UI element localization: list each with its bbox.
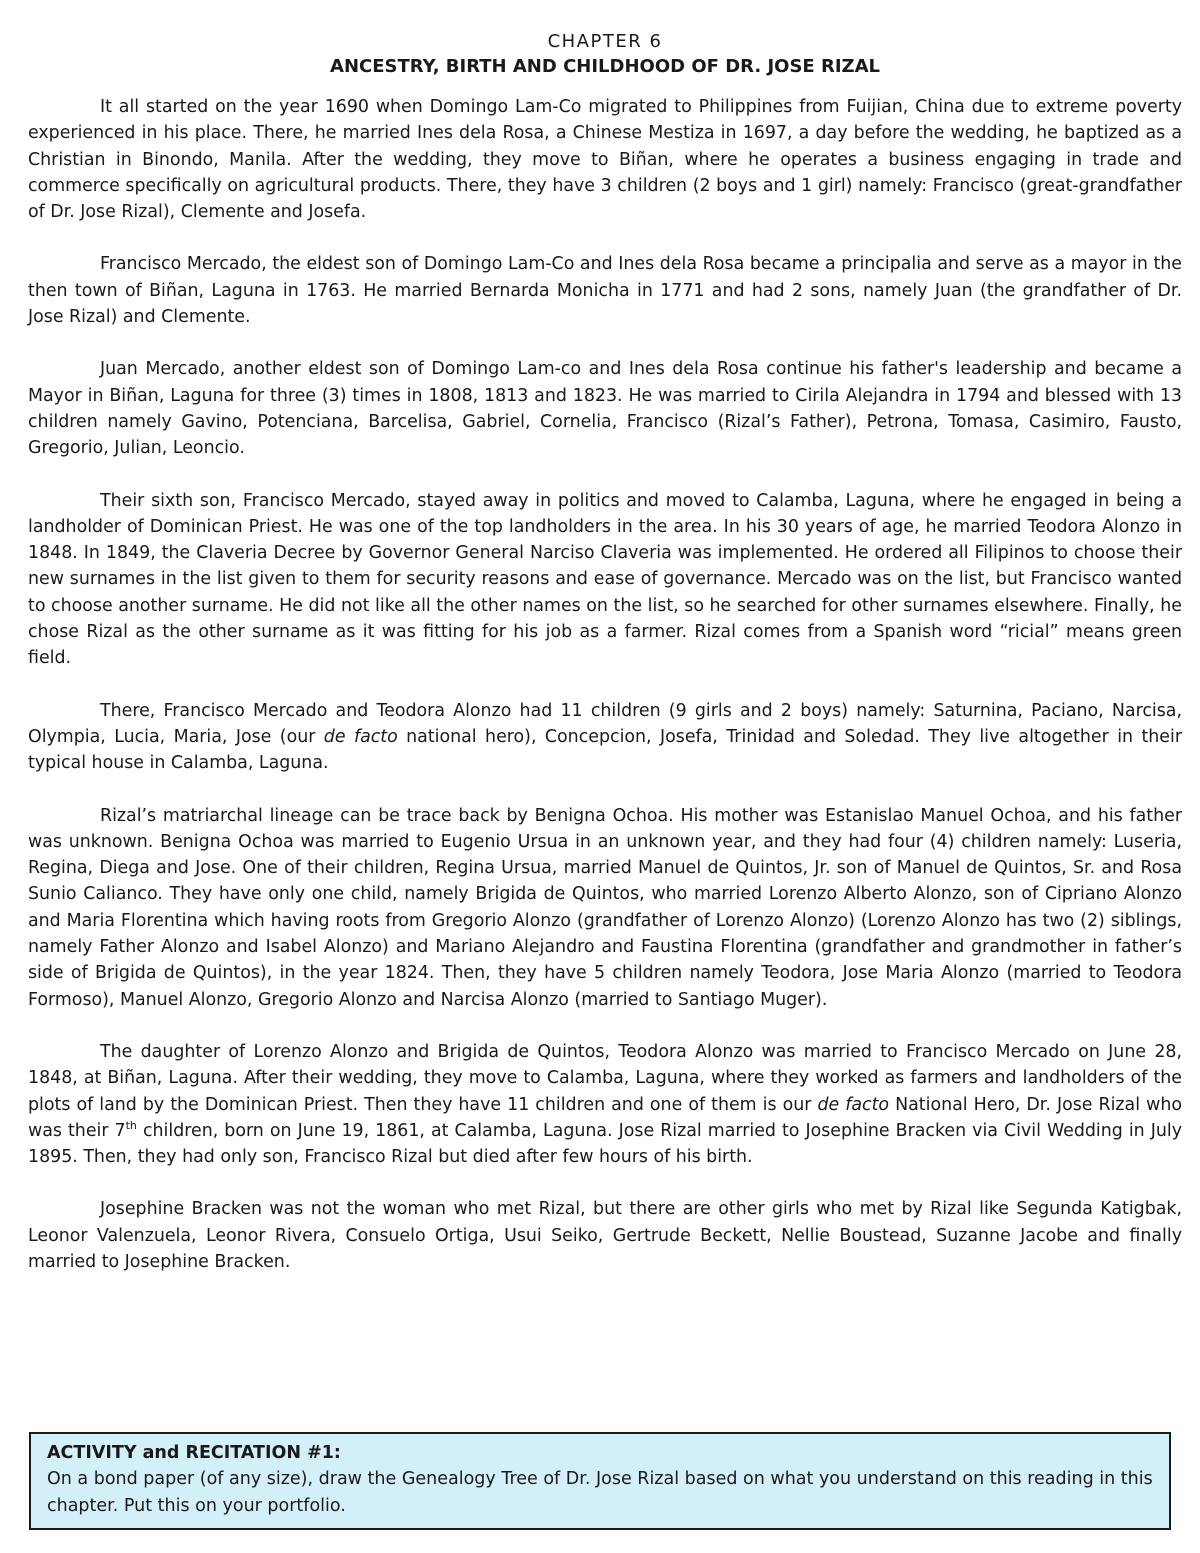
paragraph-7-text-mid: National Hero, Dr. Jose Rizal who was their 7 [28,1094,1182,1141]
activity-box [29,1432,1171,1530]
activity-text: On a bond paper (of any size), draw the Genealogy Tree of Dr. Jose Rizal based on what you understand on this reading in this chapter. Put this on your portfolio. [47,1469,1153,1516]
chapter-title: ANCESTRY, BIRTH AND CHILDHOOD OF DR. JOSE RIZAL [330,56,880,77]
paragraph-4: Their sixth son, Francisco Mercado, stayed away in politics and moved to Calamba, Laguna, where he engaged in being a landholder of Dominican Priest. He was one of the top landholders in the area. In his 30 years of age, he married Teodora Alonzo in 1848. In 1849, the Claveria Decree by Governor General Narciso Claveria was implemented. He ordered all Filipinos to choose their new surnames in the list given to them for security reasons and ease of governance. Mercado was on the list, but Francisco wanted to choose another surname. He did not like all the other names on the list, so he searched for other surnames elsewhere. Finally, he chose Rizal as the other surname as it was fitting for his job as a farmer. Rizal comes from a Spanish word “ricial” means green field. [28,490,1182,669]
ordinal-superscript: th [125,1119,137,1132]
paragraph-3: Juan Mercado, another eldest son of Domingo Lam-co and Ines dela Rosa continue his father's leadership and became a Mayor in Biñan, Laguna for three (3) times in 1808, 1813 and 1823. He was married to Cirila Alejandra in 1794 and blessed with 13 children namely Gavino, Potenciana, Barcelisa, Gabriel, Cornelia, Francisco (Rizal’s Father), Petrona, Tomasa, Casimiro, Fausto, Gregorio, Julian, Leoncio. [28,359,1182,459]
paragraph-5-text: There, Francisco Mercado and Teodora Alonzo had 11 children (9 girls and 2 boys) namely: Saturnina, Paciano, Narcisa, Olympia, Lucia, Maria, Jose (our [28,700,1182,747]
paragraph-6: Rizal’s matriarchal lineage can be trace back by Benigna Ochoa. His mother was Estanislao Manuel Ochoa, and his father was unknown. Benigna Ochoa was married to Eugenio Ursua in an unknown year, and they had four (4) children namely: Luseria, Regina, Diega and Jose. One of their children, Regina Ursua, married Manuel de Quintos, Jr. son of Manuel de Quintos, Sr. and Rosa Sunio Calianco. They have only one child, namely Brigida de Quintos, who married Lorenzo Alberto Alonzo, son of Cipriano Alonzo and Maria Florentina which having roots from Gregorio Alonzo (grandfather of Lorenzo Alonzo) (Lorenzo Alonzo has two (2) siblings, namely Father Alonzo and Isabel Alonzo) and Mariano Alejandro and Faustina Florentina (grandfather and grandmother in father’s side of Brigida de Quintos), in the year 1824. Then, they have 5 children namely Teodora, Jose Maria Alonzo (married to Teodora Formoso), Manuel Alonzo, Gregorio Alonzo and Narcisa Alonzo (married to Santiago Muger). [28,805,1182,1010]
paragraph-5 [28,698,1182,777]
paragraph-5-italic: de facto [323,726,398,747]
activity-title: ACTIVITY and RECITATION #1: [47,1443,341,1463]
paragraph-1: It all started on the year 1690 when Domingo Lam-Co migrated to Philippines from Fuijian, China due to extreme poverty experienced in his place. There, he married Ines dela Rosa, a Chinese Mestiza in 1697, a day before the wedding, he baptized as a Christian in Binondo, Manila. After the wedding, they move to Biñan, where he operates a business engaging in trade and commerce specifically on agricultural products. There, they have 3 children (2 boys and 1 girl) namely: Francisco (great-grandfather of Dr. Jose Rizal), Clemente and Josefa. [28,97,1182,223]
paragraph-2: Francisco Mercado, the eldest son of Domingo Lam-Co and Ines dela Rosa became a principalia and serve as a mayor in the then town of Biñan, Laguna in 1763. He married Bernarda Monicha in 1771 and had 2 sons, namely Juan (the grandfather of Dr. Jose Rizal) and Clemente. [28,254,1182,328]
chapter-label: CHAPTER 6 [547,31,663,52]
paragraph-7-text: The daughter of Lorenzo Alonzo and Brigida de Quintos, Teodora Alonzo was married to Francisco Mercado on June 28, 1848, at Biñan, Laguna. After their wedding, they move to Calamba, Laguna, where they worked as farmers and landholders of the plots of land by the Dominican Priest. Then they have 11 children and one of them is our [28,1041,1182,1115]
paragraph-7-italic: de facto [817,1094,890,1115]
document-page [28,30,1182,1275]
paragraph-7-text-end: children, born on June 19, 1861, at Calamba, Laguna. Jose Rizal married to Josephine Bracken via Civil Wedding in July 1895. Then, they had only son, Francisco Rizal but died after few hours of his birth. [28,1120,1182,1168]
paragraph-7 [28,1039,1182,1170]
paragraph-8: Josephine Bracken was not the woman who met Rizal, but there are other girls who met by Rizal like Segunda Katigbak, Leonor Valenzuela, Leonor Rivera, Consuelo Ortiga, Usui Seiko, Gertrude Beckett, Nellie Boustead, Suzanne Jacobe and finally married to Josephine Bracken. [28,1199,1182,1272]
paragraph-5-text-end: national hero), Concepcion, Josefa, Trinidad and Soledad. They live altogether in their typical house in Calamba, Laguna. [28,726,1182,774]
